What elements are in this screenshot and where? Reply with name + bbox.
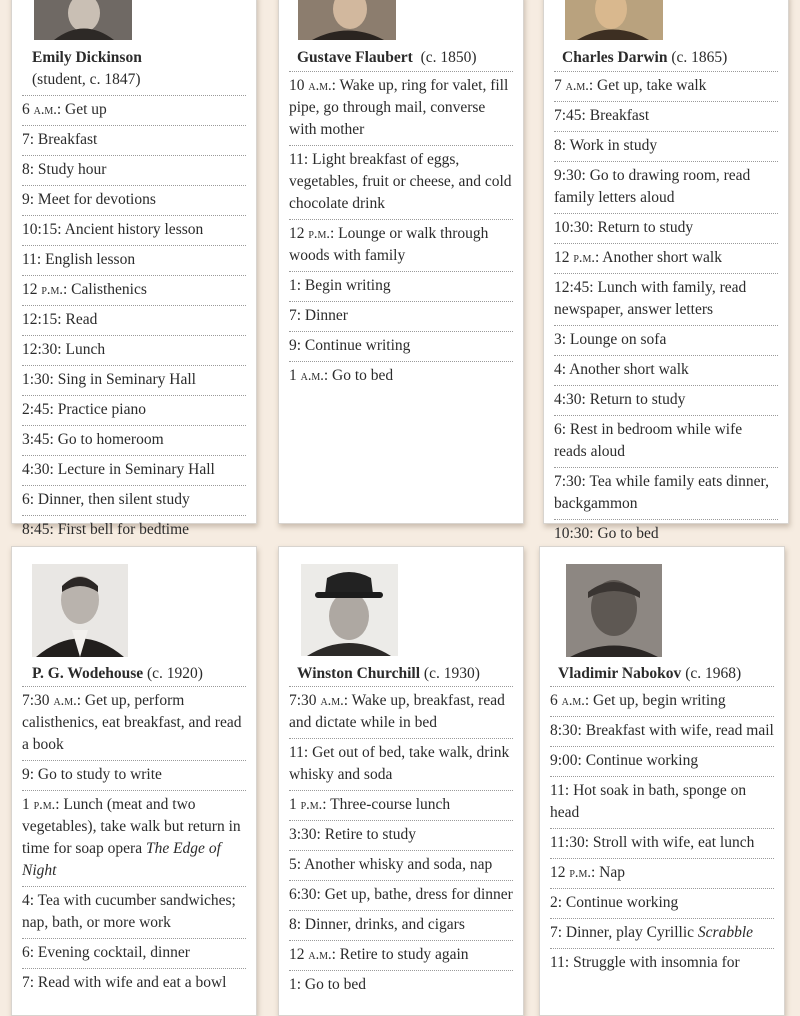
schedule-item: 1 p.m.: Three-course lunch	[289, 790, 513, 820]
schedule-card-wodehouse	[11, 546, 257, 1016]
schedule-item: 8: Work in study	[554, 131, 778, 161]
schedule-item: 12 p.m.: Calisthenics	[22, 275, 246, 305]
portrait-image	[32, 564, 128, 657]
person-date: (c. 1850)	[420, 49, 477, 66]
schedule-item: 12 p.m.: Lounge or walk through woods with family	[289, 219, 513, 271]
schedule-item: 2:45: Practice piano	[22, 395, 246, 425]
schedule-item: 11: Light breakfast of eggs, vegetables, fruit or cheese, and cold chocolate drink	[289, 145, 513, 219]
schedule-item: 8:30: Breakfast with wife, read mail	[550, 716, 774, 746]
schedule-item: 9:00: Continue working	[550, 746, 774, 776]
schedule-card-flaubert	[278, 0, 524, 524]
schedule-item: 3: Lounge on sofa	[554, 325, 778, 355]
schedule-list	[550, 686, 774, 978]
schedule-item: 11:30: Stroll with wife, eat lunch	[550, 828, 774, 858]
schedule-item: 4:30: Lecture in Seminary Hall	[22, 455, 246, 485]
schedule-item: 9: Go to study to write	[22, 760, 246, 790]
schedule-item: 7: Dinner	[289, 301, 513, 331]
schedule-item: 12:45: Lunch with family, read newspaper, answer letters	[554, 273, 778, 325]
schedule-item: 11: Struggle with insomnia for	[550, 948, 774, 978]
schedule-item: 9: Meet for devotions	[22, 185, 246, 215]
schedule-item: 7 a.m.: Get up, take walk	[554, 71, 778, 101]
portrait-image	[301, 564, 398, 656]
schedule-card-darwin	[543, 0, 789, 542]
person-name: Charles Darwin	[562, 49, 668, 66]
schedule-item: 11: English lesson	[22, 245, 246, 275]
person-date: (c. 1865)	[671, 49, 728, 66]
schedule-item: 6 a.m.: Get up, begin writing	[550, 686, 774, 716]
person-heading	[32, 47, 242, 96]
schedule-item: 7:30 a.m.: Wake up, breakfast, read and dictate while in bed	[289, 686, 513, 738]
schedule-list	[554, 71, 778, 549]
schedule-item: 11: Get out of bed, take walk, drink whisky and soda	[289, 738, 513, 790]
schedule-list	[22, 95, 246, 545]
schedule-item: 4:30: Return to study	[554, 385, 778, 415]
schedule-list	[22, 686, 246, 998]
person-date: (c. 1920)	[147, 665, 203, 682]
schedule-item: 1:30: Sing in Seminary Hall	[22, 365, 246, 395]
person-date: (c. 1930)	[423, 665, 480, 682]
schedule-item: 7:30: Tea while family eats dinner, backgammon	[554, 467, 778, 519]
schedule-item: 9: Continue writing	[289, 331, 513, 361]
person-name: Vladimir Nabokov	[558, 665, 682, 682]
schedule-item: 7: Breakfast	[22, 125, 246, 155]
schedule-item: 9:30: Go to drawing room, read family letters aloud	[554, 161, 778, 213]
schedule-item: 12:30: Lunch	[22, 335, 246, 365]
person-name: Winston Churchill	[297, 665, 421, 682]
schedule-item: 7:45: Breakfast	[554, 101, 778, 131]
schedule-card-dickinson	[11, 0, 257, 538]
schedule-item: 3:30: Retire to study	[289, 820, 513, 850]
person-heading	[562, 47, 777, 74]
schedule-item: 1: Go to bed	[289, 970, 513, 1000]
person-name: Emily Dickinson	[32, 49, 142, 66]
portrait-image	[34, 0, 132, 40]
schedule-item: 8:45: First bell for bedtime	[22, 515, 246, 545]
schedule-list	[289, 71, 513, 391]
schedule-item: 1 p.m.: Lunch (meat and two vegetables), take walk but return in time for soap opera The Edge of Night	[22, 790, 246, 886]
schedule-item: 1: Begin writing	[289, 271, 513, 301]
schedule-item: 10 a.m.: Wake up, ring for valet, fill pipe, go through mail, converse with mother	[289, 71, 513, 145]
schedule-item: 6: Dinner, then silent study	[22, 485, 246, 515]
schedule-item: 10:15: Ancient history lesson	[22, 215, 246, 245]
schedule-item: 11: Hot soak in bath, sponge on head	[550, 776, 774, 828]
schedule-item: 7: Read with wife and eat a bowl	[22, 968, 246, 998]
person-date: (c. 1968)	[685, 665, 742, 682]
schedule-item: 6:30: Get up, bathe, dress for dinner	[289, 880, 513, 910]
schedule-item: 10:30: Return to study	[554, 213, 778, 243]
schedule-item: 6 a.m.: Get up	[22, 95, 246, 125]
portrait-image	[566, 564, 662, 657]
person-heading	[297, 47, 512, 74]
schedule-list	[289, 686, 513, 1000]
schedule-item: 8: Study hour	[22, 155, 246, 185]
schedule-item: 1 a.m.: Go to bed	[289, 361, 513, 391]
schedule-item: 12 a.m.: Retire to study again	[289, 940, 513, 970]
schedule-item: 10:30: Go to bed	[554, 519, 778, 549]
person-date: (student, c. 1847)	[32, 71, 141, 88]
schedule-item: 3:45: Go to homeroom	[22, 425, 246, 455]
schedule-item: 8: Dinner, drinks, and cigars	[289, 910, 513, 940]
schedule-item: 4: Tea with cucumber sandwiches; nap, bath, or more work	[22, 886, 246, 938]
person-name: P. G. Wodehouse	[32, 665, 144, 682]
person-name: Gustave Flaubert	[297, 49, 413, 66]
schedule-item: 12 p.m.: Another short walk	[554, 243, 778, 273]
schedule-item: 4: Another short walk	[554, 355, 778, 385]
schedule-item: 7: Dinner, play Cyrillic Scrabble	[550, 918, 774, 948]
schedule-card-nabokov	[539, 546, 785, 1016]
schedule-card-churchill	[278, 546, 524, 1016]
schedule-item: 6: Rest in bedroom while wife reads aloud	[554, 415, 778, 467]
schedule-item: 5: Another whisky and soda, nap	[289, 850, 513, 880]
portrait-image	[298, 0, 396, 40]
schedule-item: 2: Continue working	[550, 888, 774, 918]
schedule-item: 12 p.m.: Nap	[550, 858, 774, 888]
schedule-item: 7:30 a.m.: Get up, perform calisthenics, eat breakfast, and read a book	[22, 686, 246, 760]
portrait-image	[565, 0, 663, 40]
schedule-item: 6: Evening cocktail, dinner	[22, 938, 246, 968]
schedule-item: 12:15: Read	[22, 305, 246, 335]
